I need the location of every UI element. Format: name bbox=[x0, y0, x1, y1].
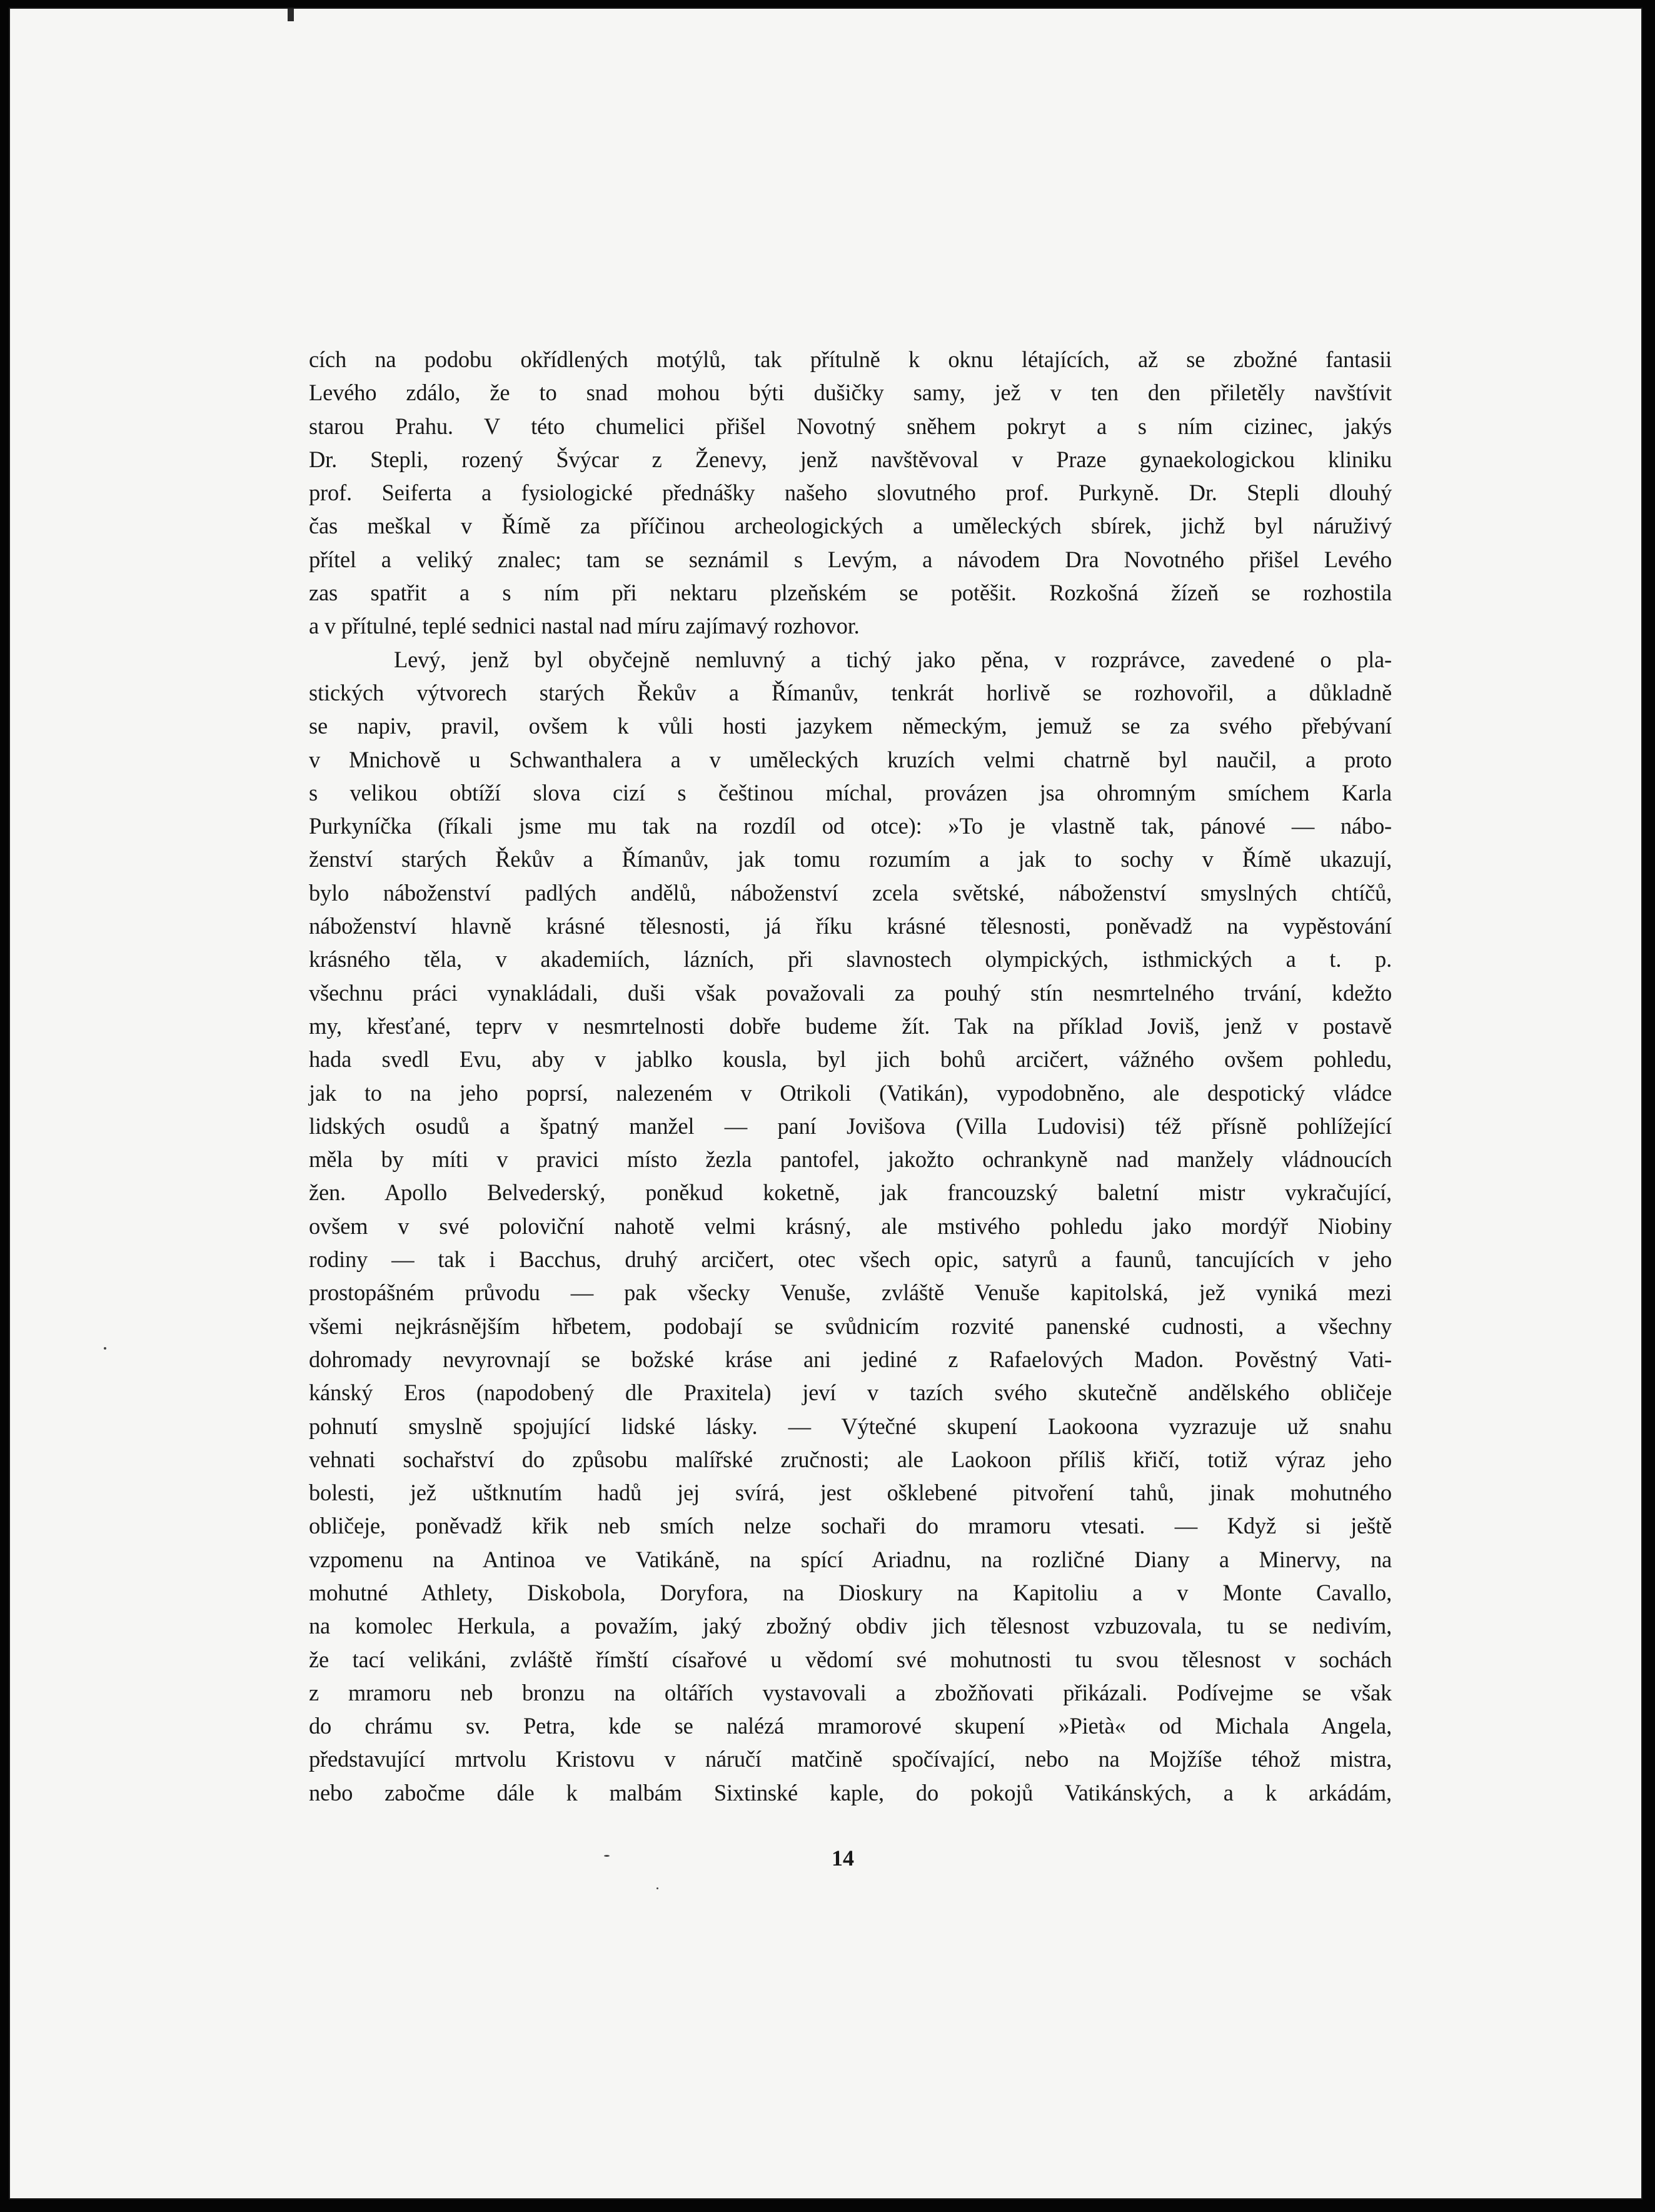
text-line: lidských osudů a špatný manžel — paní Jovišova (Villa Ludovisi) též přísně pohlížející bbox=[309, 1113, 1392, 1139]
text-line: Levého zdálo, že to snad mohou býti dušičky samy, jež v ten den přiletěly navštívit bbox=[309, 380, 1392, 406]
text-line: mohutné Athlety, Diskobola, Doryfora, na Dioskury na Kapitoliu a v Monte Cavallo, bbox=[309, 1579, 1392, 1605]
text-line: že tací velikáni, zvláště římští císařové u vědomí své mohutnosti tu svou tělesnost v sochách bbox=[309, 1646, 1392, 1672]
text-line: my, křesťané, teprv v nesmrtelnosti dobře budeme žít. Tak na příklad Joviš, jenž v postavě bbox=[309, 1013, 1392, 1039]
text-line: prof. Seiferta a fysiologické přednášky našeho slovutného prof. Purkyně. Dr. Stepli dlouhý bbox=[309, 480, 1392, 506]
text-line: a v přítulné, teplé sednici nastal nad míru zajímavý rozhovor. bbox=[309, 613, 860, 639]
text-line: všechnu práci vynakládali, duši však považovali za pouhý stín nesmrtelného trvání, kdežto bbox=[309, 979, 1392, 1006]
text-line: dohromady nevyrovnají se božské kráse ani jediné z Rafaelových Madon. Pověstný Vati- bbox=[309, 1346, 1392, 1372]
text-line: náboženství hlavně krásné tělesnosti, já říku krásné tělesnosti, poněvadž na vypěstování bbox=[309, 913, 1392, 939]
text-line: krásného těla, v akademiích, lázních, při slavnostech olympických, isthmických a t. p. bbox=[309, 946, 1392, 972]
text-line: Purkyníčka (říkali jsme mu tak na rozdíl od otce): »To je vlastně tak, pánové — nábo- bbox=[309, 813, 1392, 839]
body-text bbox=[309, 343, 1392, 1809]
scan-speck bbox=[104, 1347, 106, 1350]
text-line: cích na podobu okřídlených motýlů, tak přítulně k oknu létajících, až se zbožné fantasii bbox=[309, 346, 1392, 372]
book-page bbox=[9, 8, 1642, 2199]
text-line: vehnati sochařství do způsobu malířské zručnosti; ale Laokoon příliš křičí, totiž výraz jeho bbox=[309, 1446, 1392, 1472]
text-line: Dr. Stepli, rozený Švýcar z Ženevy, jenž navštěvoval v Praze gynaekologickou kliniku bbox=[309, 446, 1392, 472]
text-line: nebo zabočme dále k malbám Sixtinské kaple, do pokojů Vatikánských, a k arkádám, bbox=[309, 1779, 1392, 1805]
text-line: čas meškal v Římě za příčinou archeologických a uměleckých sbírek, jichž byl náruživý bbox=[309, 513, 1392, 539]
text-line: bylo náboženství padlých andělů, náboženství zcela světské, náboženství smyslných chtíčů, bbox=[309, 879, 1392, 906]
text-line: kánský Eros (napodobený dle Praxitela) jeví v tazích svého skutečně andělského obličeje bbox=[309, 1380, 1392, 1406]
text-line: hada svedl Evu, aby v jablko kousla, byl jich bohů arcičert, vážného ovšem pohledu, bbox=[309, 1046, 1392, 1073]
text-line: na komolec Herkula, a považím, jaký zbožný obdiv jich tělesnost vzbuzovala, tu se nedivím, bbox=[309, 1613, 1392, 1639]
text-line: Levý, jenž byl obyčejně nemluvný a tichý jako pěna, v rozprávce, zavedené o pla- bbox=[394, 646, 1392, 672]
text-line: ovšem v své poloviční nahotě velmi krásný, ale mstivého pohledu jako mordýř Niobiny bbox=[309, 1213, 1392, 1239]
text-line: s velikou obtíží slova cizí s češtinou míchal, provázen jsa ohromným smíchem Karla bbox=[309, 779, 1392, 806]
text-line: z mramoru neb bronzu na oltářích vystavovali a zbožňovati přikázali. Podívejme se však bbox=[309, 1679, 1392, 1705]
text-line: jak to na jeho poprsí, nalezeném v Otrikoli (Vatikán), vypodobněno, ale despotický vládce bbox=[309, 1079, 1392, 1106]
text-line: bolesti, jež uštknutím hadů jej svírá, jest ošklebené pitvoření tahů, jinak mohutného bbox=[309, 1480, 1392, 1506]
text-line: zas spatřit a s ním při nektaru plzeňském se potěšit. Rozkošná žízeň se rozhostila bbox=[309, 580, 1392, 606]
text-line: měla by míti v pravici místo žezla pantofel, jakožto ochrankyně nad manžely vládnoucích bbox=[309, 1146, 1392, 1173]
text-line: žen. Apollo Belvederský, poněkud koketně, jak francouzský baletní mistr vykračující, bbox=[309, 1179, 1392, 1206]
text-line: rodiny — tak i Bacchus, druhý arcičert, otec všech opic, satyrů a faunů, tancujících v jeho bbox=[309, 1246, 1392, 1273]
text-line: přítel a veliký znalec; tam se seznámil s Levým, a návodem Dra Novotného přišel Levého bbox=[309, 546, 1392, 572]
text-line: všemi nejkrásnějším hřbetem, podobají se svůdnicím rozvité panenské cudnosti, a všechny bbox=[309, 1313, 1392, 1339]
scan-speck bbox=[656, 1887, 658, 1889]
text-line: stických výtvorech starých Řekův a Římanův, tenkrát horlivě se rozhovořil, a důkladně bbox=[309, 679, 1392, 705]
scan-speck bbox=[604, 1855, 610, 1857]
text-line: ženství starých Řekův a Římanův, jak tomu rozumím a jak to sochy v Římě ukazují, bbox=[309, 846, 1392, 872]
text-line: prostopášném průvodu — pak všecky Venuše, zvláště Venuše kapitolská, jež vyniká mezi bbox=[309, 1280, 1392, 1306]
text-line: vzpomenu na Antinoa ve Vatikáně, na spící Ariadnu, na rozličné Diany a Minervy, na bbox=[309, 1546, 1392, 1572]
scan-mark bbox=[288, 9, 294, 21]
text-line: do chrámu sv. Petra, kde se nalézá mramorové skupení »Pietà« od Michala Angela, bbox=[309, 1713, 1392, 1739]
text-line: starou Prahu. V této chumelici přišel Novotný sněhem pokryt a s ním cizinec, jakýs bbox=[309, 413, 1392, 439]
text-line: v Mnichově u Schwanthalera a v uměleckých kruzích velmi chatrně byl naučil, a proto bbox=[309, 746, 1392, 772]
text-line: pohnutí smyslně spojující lidské lásky. — Výtečné skupení Laokoona vyzrazuje už snahu bbox=[309, 1413, 1392, 1439]
text-line: obličeje, poněvadž křik neb smích nelze sochaři do mramoru vtesati. — Když si ještě bbox=[309, 1513, 1392, 1539]
page-number: 14 bbox=[832, 1846, 854, 1871]
text-line: se napiv, pravil, ovšem k vůli hosti jazykem německým, jemuž se za svého přebývaní bbox=[309, 713, 1392, 739]
text-line: představující mrtvolu Kristovu v náručí matčině spočívající, nebo na Mojžíše téhož mistra, bbox=[309, 1746, 1392, 1772]
